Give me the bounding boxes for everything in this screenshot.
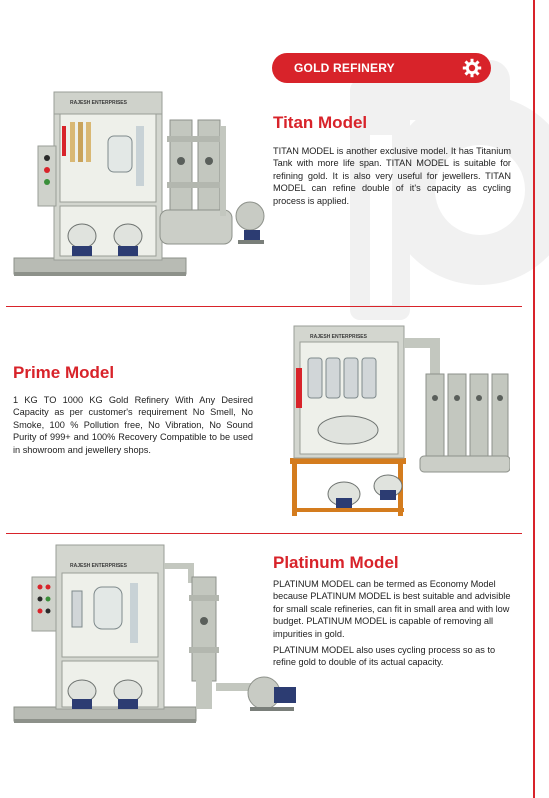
prime-machine-brand: RAJESH ENTERPRISES [310,334,367,340]
prime-model-description: 1 KG TO 1000 KG Gold Refinery With Any Desired Capacity as per customer's requirement No Smell, No Smoke, 100 % Pollution free, No Vibration, No Sound Purity of 999+ and 100% Recovery Compatible to be used in showroom and jewellery shops. [13,395,253,455]
gear-icon [462,58,482,78]
page-edge-rule [533,0,535,798]
prime-model-image [270,318,510,524]
titan-machine-brand: RAJESH ENTERPRISES [70,100,127,106]
platinum-model-title: Platinum Model [273,553,399,572]
platinum-machine-brand: RAJESH ENTERPRISES [70,563,127,569]
platinum-model-description-2: PLATINUM MODEL also uses cycling process so as to refine gold to double of its actual capacity. [273,645,496,668]
titan-model-title: Titan Model [273,113,368,132]
section-badge [272,53,491,83]
titan-model-description: TITAN MODEL is another exclusive model. It has Titanium Tank with more life span. TITAN MODEL is suitable for refining gold. It is also very useful for jewellers. TITAN MODEL can refine double of it's capacity as cycling process is applied. [273,146,511,206]
badge-label: GOLD REFINERY [294,61,395,75]
section-divider-2 [6,533,522,534]
prime-model-title: Prime Model [13,363,115,382]
titan-model-image [12,86,270,290]
section-divider-1 [6,306,522,307]
platinum-model-image [10,543,298,735]
platinum-model-description: PLATINUM MODEL can be termed as Economy Model because PLATINUM MODEL is best suitable and advisible for small scale refineries, can fit in small area and with low budget. PLATINUM MODEL is capable of removing all impurities in gold. [273,579,511,639]
